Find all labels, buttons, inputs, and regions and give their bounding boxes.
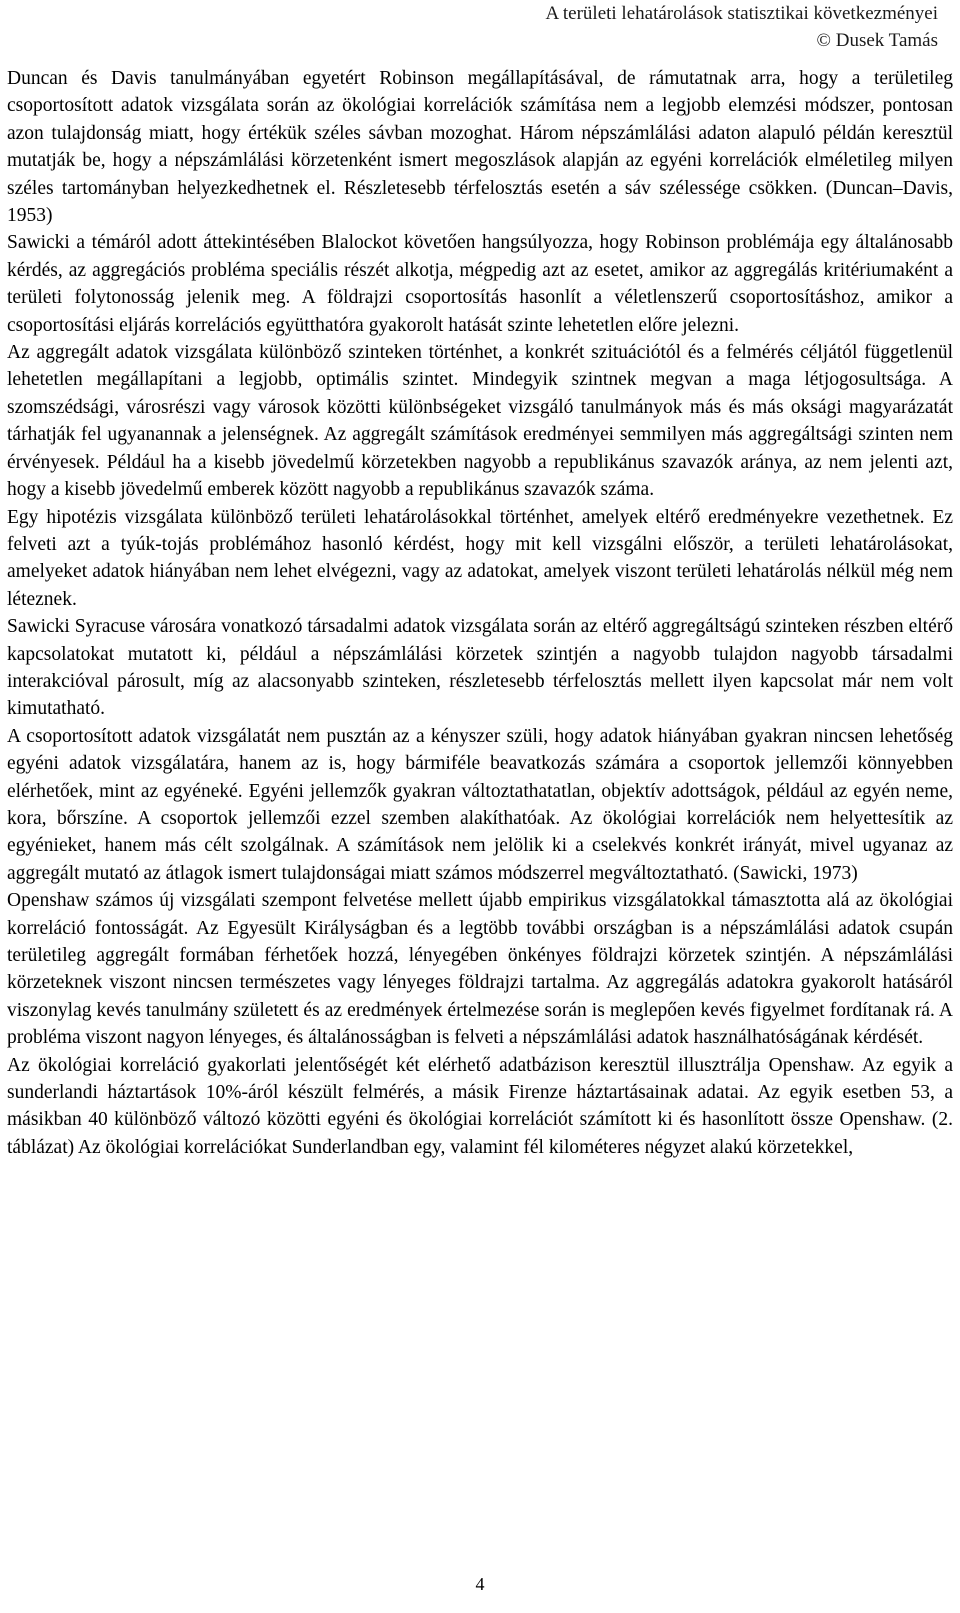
paragraph: A csoportosított adatok vizsgálatát nem pusztán az a kényszer szüli, hogy adatok hiányában gyakran nincsen lehetőség egyéni adatok vizsgálatára, hanem az is, hogy bármiféle beavatkozás számára a csoportok jellemzői könnyebben elérhetőek, mint az egyéneké. Egyéni jellemzők gyakran változtathatatlan, objektív adottságok, például az egyén neme, kora, bőrszíne. A csoportok jellemzői ezzel szemben alakíthatóak. Az ökológiai korrelációk nem helyettesítik az egyénieket, hanem más célt szolgálnak. A számítások nem jelölik ki a cselekvés konkrét irányát, mivel ugyanaz az aggregált mutató az átlagok ismert tulajdonságai miatt számos módszerrel megváltoztatható. (Sawicki, 1973) xyxy=(7,725,953,884)
paragraph: Sawicki a témáról adott áttekintésében Blalockot követően hangsúlyozza, hogy Robinson problémája egy általánosabb kérdés, az aggregációs probléma speciális részét alkotja, mégpedig azt az esetet, amikor az aggregálás kritériumaként a területi folytonosság jelenik meg. A földrajzi csoportosítás hasonlít a véletlenszerű csoportosításhoz, amikor a csoportosítási eljárás korrelációs együtthatóra gyakorolt hatását szinte lehetetlen előre jelezni. xyxy=(7,232,953,336)
paragraph: Duncan és Davis tanulmányában egyetért Robinson megállapításával, de rámutatnak arra, hogy a területileg csoportosított adatok vizsgálata során az ökológiai korrelációk számítása nem a legjobb elemzési módszer, pontosan azon tulajdonság miatt, hogy értékük széles sávban mozoghat. Három népszámlálási adaton alapuló példán keresztül mutatják be, hogy a népszámlálási körzetenként ismert megoszlások alapján az egyéni korrelációk elméletileg milyen széles tartományban helyezkedhetnek el. Részletesebb térfelosztás esetén a sáv szélessége csökken. (Duncan–Davis, 1953) xyxy=(7,68,953,227)
paragraph: Openshaw számos új vizsgálati szempont felvetése mellett újabb empirikus vizsgálatokkal támasztotta alá az ökológiai korreláció fontosságát. Az Egyesült Királyságban és a legtöbb további országban is a népszámlálási adatok csupán területileg aggregált formában férhetőek hozzá, lényegében önkényes földrajzi körzetek szintjén. A népszámlálási körzeteknek viszont nincsen természetes vagy lényeges földrajzi tartalma. Az aggregálás adatokra gyakorolt hatásáról viszonylag kevés tanulmány született és az eredmények értelmezése során is meglepően kevés figyelmet fordítanak rá. A probléma viszont nagyon lényeges, és általánosságban is felveti a népszámlálási adatok használhatóságának kérdését. xyxy=(7,890,953,1049)
page-number: 4 xyxy=(475,1574,485,1594)
document-body xyxy=(7,65,953,1161)
paragraph: Sawicki Syracuse városára vonatkozó társadalmi adatok vizsgálata során az eltérő aggregáltságú szinteken részben eltérő kapcsolatokat mutatott ki, például a népszámlálási körzetek szintjén a nagyobb tulajdon nagyobb társadalmi interakcióval párosult, míg az alacsonyabb szinteken, részletesebb térfelosztás mellett ilyen kapcsolat már nem volt kimutatható. xyxy=(7,616,953,720)
paragraph: Az ökológiai korreláció gyakorlati jelentőségét két elérhető adatbázison keresztül illusztrálja Openshaw. Az egyik a sunderlandi háztartások 10%-áról készült felmérés, a másik Firenze háztartásainak adatai. Az egyik esetben 53, a másikban 40 különböző változó közötti egyéni és ökológiai korrelációt számított ki és hasonlított össze Openshaw. (2. táblázat) Az ökológiai korrelációkat Sunderlandban egy, valamint fél kilométeres négyzet alakú körzetekkel, xyxy=(7,1054,953,1158)
paragraph: Az aggregált adatok vizsgálata különböző szinteken történhet, a konkrét szituációtól és a felmérés céljától függetlenül lehetetlen megállapítani a legjobb, optimális szintet. Mindegyik szintnek megvan a maga létjogosultsága. A szomszédsági, városrészi vagy városok közötti különbségeket vizsgáló tanulmányok más és más oksági magyarázatát tárhatják fel ugyanannak a jelenségnek. Az aggregált számítások eredményei semmilyen más aggregáltsági szinten nem érvényesek. Például ha a kisebb jövedelmű körzetekben nagyobb a republikánus szavazók aránya, az nem jelenti azt, hogy a kisebb jövedelmű emberek között nagyobb a republikánus szavazók száma. xyxy=(7,342,953,501)
paragraph: Egy hipotézis vizsgálata különböző területi lehatárolásokkal történhet, amelyek eltérő eredményekre vezethetnek. Ez felveti azt a tyúk-tojás problémához hasonló kérdést, hogy mit kell vizsgálni először, a területi lehatárolásokat, amelyeket adatok hiányában nem lehet elvégezni, vagy az adatokat, amelyek viszont területi lehatárolás nélkül még nem léteznek. xyxy=(7,506,953,610)
page-header xyxy=(545,0,938,54)
author-line: © Dusek Tamás xyxy=(816,30,938,51)
running-title: A területi lehatárolások statisztikai következményei xyxy=(545,3,938,24)
